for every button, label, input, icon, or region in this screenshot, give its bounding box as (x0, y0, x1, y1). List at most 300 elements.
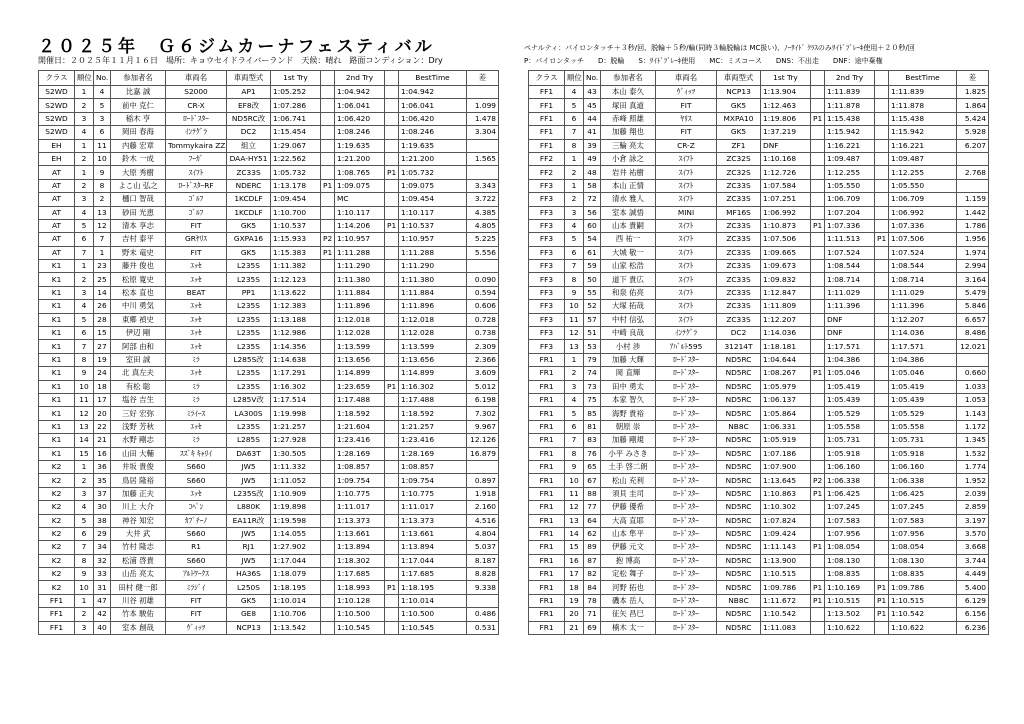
cell-class: S2WD (39, 126, 75, 139)
cell-driver: 藤井 俊也 (111, 260, 166, 273)
table-row (529, 527, 989, 540)
cell-best-time: 1:17.571 (889, 340, 957, 353)
cell-gap: 4.449 (957, 568, 989, 581)
cell-try1: DNF (761, 139, 811, 152)
cell-car-model: GK5 (227, 594, 271, 607)
cell-gap: 1.774 (957, 460, 989, 473)
cell-car-name: ﾛｰﾄﾞｽﾀｰRF (166, 179, 227, 192)
cell-driver: 竹本 駿佑 (111, 608, 166, 621)
cell-car-name: ﾛｰﾄﾞｽﾀｰ (656, 581, 717, 594)
cell-try2: 1:11.884 (335, 286, 385, 299)
cell-car-model: NB8C (717, 420, 761, 433)
cell-gap (467, 166, 499, 179)
cell-try2-penalty: P1 (875, 594, 889, 607)
cell-try1-penalty (321, 501, 335, 514)
cell-try2: 1:07.583 (825, 514, 875, 527)
cell-rank: 11 (565, 313, 584, 326)
cell-rank: 6 (75, 327, 94, 340)
cell-number: 49 (584, 152, 601, 165)
cell-gap: 5.556 (467, 246, 499, 259)
cell-car-name: ﾐﾗｲｰｽ (166, 407, 227, 420)
cell-gap (467, 86, 499, 99)
cell-best-time: 1:17.685 (399, 568, 467, 581)
cell-try1-penalty (321, 353, 335, 366)
cell-try2-penalty (875, 434, 889, 447)
cell-class: K2 (39, 460, 75, 473)
cell-rank: 16 (565, 554, 584, 567)
cell-best-time: 1:10.775 (399, 487, 467, 500)
cell-car-model: GK5 (227, 219, 271, 232)
cell-number: 8 (94, 179, 111, 192)
cell-gap: 2.160 (467, 501, 499, 514)
cell-try1-penalty (811, 139, 825, 152)
cell-car-name: ｽｲﾌﾄ (656, 246, 717, 259)
cell-class: K2 (39, 501, 75, 514)
cell-gap: 5.479 (957, 286, 989, 299)
header-driver: 参加者名 (601, 71, 656, 86)
cell-car-model: GK5 (717, 99, 761, 112)
cell-try2-penalty (385, 501, 399, 514)
table-row (39, 581, 499, 594)
cell-car-name: ﾛｰﾄﾞｽﾀｰ (166, 112, 227, 125)
cell-try2-penalty (385, 594, 399, 607)
table-row (529, 407, 989, 420)
cell-car-model: ZF1 (717, 139, 761, 152)
cell-rank: 4 (75, 126, 94, 139)
cell-try1-penalty (811, 434, 825, 447)
table-row (39, 621, 499, 634)
table-row (39, 206, 499, 219)
cell-gap: 5.400 (957, 581, 989, 594)
cell-class: FR1 (529, 447, 565, 460)
cell-try1: 1:10.168 (761, 152, 811, 165)
cell-driver: 野末 竜史 (111, 246, 166, 259)
cell-number: 67 (584, 474, 601, 487)
cell-rank: 3 (565, 206, 584, 219)
cell-try2-penalty (385, 126, 399, 139)
table-row (529, 99, 989, 112)
cell-car-name: ｽｲﾌﾄ (656, 193, 717, 206)
cell-rank: 1 (75, 139, 94, 152)
cell-car-name: S660 (166, 554, 227, 567)
cell-car-model: MF16S (717, 206, 761, 219)
cell-rank: 10 (565, 474, 584, 487)
cell-try1: 1:05.732 (271, 166, 321, 179)
cell-driver: 加藤 剛規 (601, 434, 656, 447)
cell-try1-penalty (321, 367, 335, 380)
cell-car-name: ｺﾍﾟﾝ (166, 501, 227, 514)
table-row (529, 380, 989, 393)
cell-try1: 1:14.356 (271, 340, 321, 353)
cell-best-time: 1:12.018 (399, 313, 467, 326)
cell-try2: 1:05.558 (825, 420, 875, 433)
cell-class: EH (39, 152, 75, 165)
cell-best-time: 1:13.656 (399, 353, 467, 366)
cell-rank: 3 (75, 193, 94, 206)
cell-best-time: 1:10.622 (889, 621, 957, 634)
cell-car-model: ND5RC (717, 608, 761, 621)
cell-class: K2 (39, 514, 75, 527)
table-row (529, 568, 989, 581)
cell-try1-penalty (321, 514, 335, 527)
cell-car-model: 31214T (717, 340, 761, 353)
cell-try2-penalty (875, 193, 889, 206)
cell-try2-penalty (385, 367, 399, 380)
cell-rank: 8 (565, 273, 584, 286)
cell-try1: 1:12.847 (761, 286, 811, 299)
cell-gap: 3.668 (957, 541, 989, 554)
cell-rank: 3 (75, 112, 94, 125)
cell-try1: 1:09.673 (761, 260, 811, 273)
cell-try2: 1:12.018 (335, 313, 385, 326)
cell-car-name: ｽｲﾌﾄ (656, 313, 717, 326)
cell-best-time: 1:07.336 (889, 219, 957, 232)
cell-number: 21 (94, 434, 111, 447)
cell-try2-penalty (875, 313, 889, 326)
cell-class: AT (39, 166, 75, 179)
cell-number: 74 (584, 367, 601, 380)
cell-class: K1 (39, 407, 75, 420)
cell-car-name: ﾔﾘｽ (656, 112, 717, 125)
cell-car-name: GRﾔﾘｽ (166, 233, 227, 246)
cell-rank: 8 (75, 554, 94, 567)
cell-rank: 10 (75, 380, 94, 393)
table-row (529, 179, 989, 192)
cell-gap: 0.738 (467, 327, 499, 340)
cell-try2-penalty (875, 260, 889, 273)
table-row (39, 340, 499, 353)
cell-best-time: 1:23.416 (399, 434, 467, 447)
cell-try1: 1:14.055 (271, 527, 321, 540)
cell-car-model: NCP13 (717, 86, 761, 99)
cell-number: 12 (94, 219, 111, 232)
cell-try2-penalty (875, 380, 889, 393)
cell-rank: 13 (565, 514, 584, 527)
cell-car-name: ﾛｰﾄﾞｽﾀｰ (656, 527, 717, 540)
cell-number: 36 (94, 460, 111, 473)
cell-try2: 1:13.894 (335, 541, 385, 554)
cell-best-time: 1:10.515 (889, 594, 957, 607)
cell-try1: 1:15.454 (271, 126, 321, 139)
cell-try2-penalty (875, 541, 889, 554)
cell-rank: 10 (75, 581, 94, 594)
table-row (39, 152, 499, 165)
cell-rank: 4 (75, 300, 94, 313)
cell-try1: 1:29.067 (271, 139, 321, 152)
cell-car-name: ｽｲﾌﾄ (166, 166, 227, 179)
cell-number: 23 (94, 260, 111, 273)
cell-gap: 5.012 (467, 380, 499, 393)
cell-gap: 0.486 (467, 608, 499, 621)
cell-car-model: L235S (227, 380, 271, 393)
table-row (39, 501, 499, 514)
cell-try1: 1:18.195 (271, 581, 321, 594)
cell-car-name: ｴｯｾ (166, 487, 227, 500)
cell-class: K2 (39, 527, 75, 540)
cell-try1: 1:18.181 (761, 340, 811, 353)
cell-class: FR1 (529, 367, 565, 380)
cell-rank: 5 (565, 233, 584, 246)
cell-try2-penalty: P1 (875, 608, 889, 621)
cell-driver: 塚田 真道 (601, 99, 656, 112)
cell-gap: 6.236 (957, 621, 989, 634)
cell-number: 39 (584, 139, 601, 152)
cell-try2: 1:05.731 (825, 434, 875, 447)
cell-best-time: 1:11.380 (399, 273, 467, 286)
cell-try2-penalty (385, 621, 399, 634)
cell-try1-penalty (321, 273, 335, 286)
cell-try2: 1:15.438 (825, 112, 875, 125)
cell-car-model: ND5RC (717, 541, 761, 554)
cell-car-model: PP1 (227, 286, 271, 299)
cell-try2-penalty (385, 474, 399, 487)
cell-rank: 1 (75, 260, 94, 273)
cell-gap: 0.531 (467, 621, 499, 634)
cell-car-name: ｴｯｾ (166, 327, 227, 340)
cell-gap: 16.879 (467, 447, 499, 460)
cell-try1-penalty (811, 273, 825, 286)
cell-gap: 1.532 (957, 447, 989, 460)
cell-try1-penalty (321, 420, 335, 433)
cell-driver: 山本 隼平 (601, 527, 656, 540)
cell-car-name: ﾐﾗｼﾞｲ (166, 581, 227, 594)
cell-gap: 5.846 (957, 300, 989, 313)
cell-try1-penalty (811, 313, 825, 326)
cell-try1-penalty: P2 (811, 474, 825, 487)
cell-number: 78 (584, 594, 601, 607)
cell-driver: 大塚 拓哉 (601, 300, 656, 313)
cell-class: K2 (39, 568, 75, 581)
cell-car-model: ND5RC (717, 367, 761, 380)
cell-car-model: GK5 (717, 126, 761, 139)
cell-class: AT (39, 219, 75, 232)
cell-car-model: ZC32S (717, 166, 761, 179)
cell-try1: 1:10.542 (761, 608, 811, 621)
cell-class: EH (39, 139, 75, 152)
cell-try2: 1:11.380 (335, 273, 385, 286)
cell-try1: 1:09.786 (761, 581, 811, 594)
cell-car-model: DAA-HY51 (227, 152, 271, 165)
header-best-time: BestTime (889, 71, 957, 86)
cell-number: 37 (94, 487, 111, 500)
cell-driver: 小平 みさき (601, 447, 656, 460)
cell-try2-penalty (875, 99, 889, 112)
table-row (39, 407, 499, 420)
cell-try2-penalty (875, 206, 889, 219)
cell-number: 81 (584, 420, 601, 433)
cell-class: S2WD (39, 86, 75, 99)
cell-best-time: 1:12.207 (889, 313, 957, 326)
cell-try2: 1:23.659 (335, 380, 385, 393)
cell-try1: 1:10.302 (761, 501, 811, 514)
cell-try2: DNF (825, 313, 875, 326)
cell-rank: 8 (565, 139, 584, 152)
cell-car-model: L235S (227, 273, 271, 286)
cell-driver: 松山 充利 (601, 474, 656, 487)
cell-best-time: 1:08.054 (889, 541, 957, 554)
cell-gap: 1.033 (957, 380, 989, 393)
table-row (39, 568, 499, 581)
cell-number: 79 (584, 353, 601, 366)
cell-car-model: LA300S (227, 407, 271, 420)
cell-number: 55 (584, 286, 601, 299)
cell-try1: 1:11.332 (271, 460, 321, 473)
header-try2: 2nd Try (825, 71, 875, 86)
cell-try1: 1:14.036 (761, 327, 811, 340)
cell-driver: 大井 武 (111, 527, 166, 540)
cell-try2-penalty (385, 233, 399, 246)
cell-car-model: ZC33S (717, 193, 761, 206)
cell-driver: 赤峰 照雄 (601, 112, 656, 125)
cell-number: 51 (584, 327, 601, 340)
cell-try2: 1:11.878 (825, 99, 875, 112)
cell-best-time: 1:10.545 (399, 621, 467, 634)
cell-gap: 0.897 (467, 474, 499, 487)
cell-class: K1 (39, 260, 75, 273)
cell-gap: 1.864 (957, 99, 989, 112)
cell-best-time: 1:05.731 (889, 434, 957, 447)
cell-driver: 伊辺 剛 (111, 327, 166, 340)
cell-gap: 4.516 (467, 514, 499, 527)
cell-number: 64 (584, 514, 601, 527)
cell-try1-penalty (811, 327, 825, 340)
cell-car-name: ｴｯｾ (166, 260, 227, 273)
cell-car-model: ND5RC (717, 447, 761, 460)
table-row (39, 246, 499, 259)
cell-class: S2WD (39, 112, 75, 125)
cell-try1-penalty: P1 (811, 541, 825, 554)
cell-try2-penalty (875, 514, 889, 527)
cell-car-name: ｽｲﾌﾄ (656, 273, 717, 286)
cell-car-model: 1KCDLF (227, 193, 271, 206)
cell-try1: 1:12.463 (761, 99, 811, 112)
cell-driver: 海野 貴裕 (601, 407, 656, 420)
table-row (39, 260, 499, 273)
cell-try2-penalty (875, 112, 889, 125)
cell-try2: 1:11.839 (825, 86, 875, 99)
table-row (529, 447, 989, 460)
cell-car-model: L235S (227, 260, 271, 273)
cell-rank: 2 (75, 152, 94, 165)
cell-number: 82 (584, 568, 601, 581)
cell-driver: 岡田 春海 (111, 126, 166, 139)
cell-best-time: 1:04.942 (399, 86, 467, 99)
cell-gap (957, 353, 989, 366)
cell-car-name: S660 (166, 460, 227, 473)
cell-try1-penalty (321, 608, 335, 621)
cell-car-name: ｽｲﾌﾄ (656, 233, 717, 246)
cell-rank: 2 (75, 474, 94, 487)
cell-gap: 1.918 (467, 487, 499, 500)
cell-try1: 1:09.832 (761, 273, 811, 286)
cell-try2: 1:15.942 (825, 126, 875, 139)
header-car-name: 車両名 (656, 71, 717, 86)
header-class: クラス (39, 71, 75, 86)
cell-try2-penalty (875, 179, 889, 192)
table-row (39, 393, 499, 406)
cell-class: FR1 (529, 541, 565, 554)
cell-number: 4 (94, 86, 111, 99)
cell-car-name: ﾛｰﾄﾞｽﾀｰ (656, 407, 717, 420)
cell-gap (467, 260, 499, 273)
cell-car-model: JW5 (227, 460, 271, 473)
cell-car-model: GE8 (227, 608, 271, 621)
cell-best-time: 1:18.592 (399, 407, 467, 420)
cell-class: K2 (39, 554, 75, 567)
cell-try1-penalty: P1 (811, 594, 825, 607)
cell-try2: 1:06.041 (335, 99, 385, 112)
cell-class: FF3 (529, 327, 565, 340)
cell-number: 85 (584, 407, 601, 420)
cell-best-time: 1:08.544 (889, 260, 957, 273)
cell-try2: 1:11.288 (335, 246, 385, 259)
cell-try1: 1:18.079 (271, 568, 321, 581)
cell-class: K1 (39, 273, 75, 286)
cell-rank: 2 (75, 99, 94, 112)
cell-try2-penalty: P1 (385, 581, 399, 594)
cell-car-model: ND5RC (717, 501, 761, 514)
cell-number: 41 (584, 126, 601, 139)
cell-car-name: ﾛｰﾄﾞｽﾀｰ (656, 447, 717, 460)
cell-rank: 7 (565, 434, 584, 447)
cell-number: 15 (94, 327, 111, 340)
cell-rank: 4 (565, 393, 584, 406)
cell-driver: 加藤 大輝 (601, 353, 656, 366)
cell-driver: 磯本 岳人 (601, 594, 656, 607)
cell-try2-penalty (385, 554, 399, 567)
cell-try1: 1:37.219 (761, 126, 811, 139)
cell-driver: 砂田 光恵 (111, 206, 166, 219)
cell-try1-penalty (811, 179, 825, 192)
cell-try1-penalty (811, 407, 825, 420)
cell-rank: 4 (565, 86, 584, 99)
table-row (39, 527, 499, 540)
cell-try1-penalty (811, 527, 825, 540)
cell-driver: 鳥居 隆裕 (111, 474, 166, 487)
cell-driver: 稲木 亨 (111, 112, 166, 125)
cell-car-name: FIT (166, 608, 227, 621)
cell-try2-penalty (875, 568, 889, 581)
cell-try2: 1:13.373 (335, 514, 385, 527)
cell-class: FR1 (529, 554, 565, 567)
cell-try2: 1:14.899 (335, 367, 385, 380)
cell-class: FF3 (529, 260, 565, 273)
cell-car-name: ﾛｰﾄﾞｽﾀｰ (656, 514, 717, 527)
cell-number: 50 (584, 273, 601, 286)
cell-best-time: 1:06.160 (889, 460, 957, 473)
cell-car-name: ｱﾙﾄﾜｰｸｽ (166, 568, 227, 581)
cell-try1: 1:21.257 (271, 420, 321, 433)
cell-car-name: ｽｲﾌﾄ (656, 179, 717, 192)
cell-rank: 14 (75, 434, 94, 447)
table-row (39, 233, 499, 246)
cell-best-time: 1:05.550 (889, 179, 957, 192)
cell-driver: 内藤 宏章 (111, 139, 166, 152)
cell-try1: 1:06.992 (761, 206, 811, 219)
cell-try1-penalty (321, 541, 335, 554)
cell-try2-penalty (385, 300, 399, 313)
cell-class: FR1 (529, 487, 565, 500)
cell-car-name: FIT (656, 99, 717, 112)
cell-rank: 2 (75, 273, 94, 286)
cell-try1: 1:09.454 (271, 193, 321, 206)
table-row (39, 367, 499, 380)
table-row (39, 179, 499, 192)
header-car-model: 車両型式 (717, 71, 761, 86)
cell-car-name: ﾛｰﾄﾞｽﾀｰ (656, 487, 717, 500)
table-row (529, 474, 989, 487)
cell-number: 60 (584, 219, 601, 232)
